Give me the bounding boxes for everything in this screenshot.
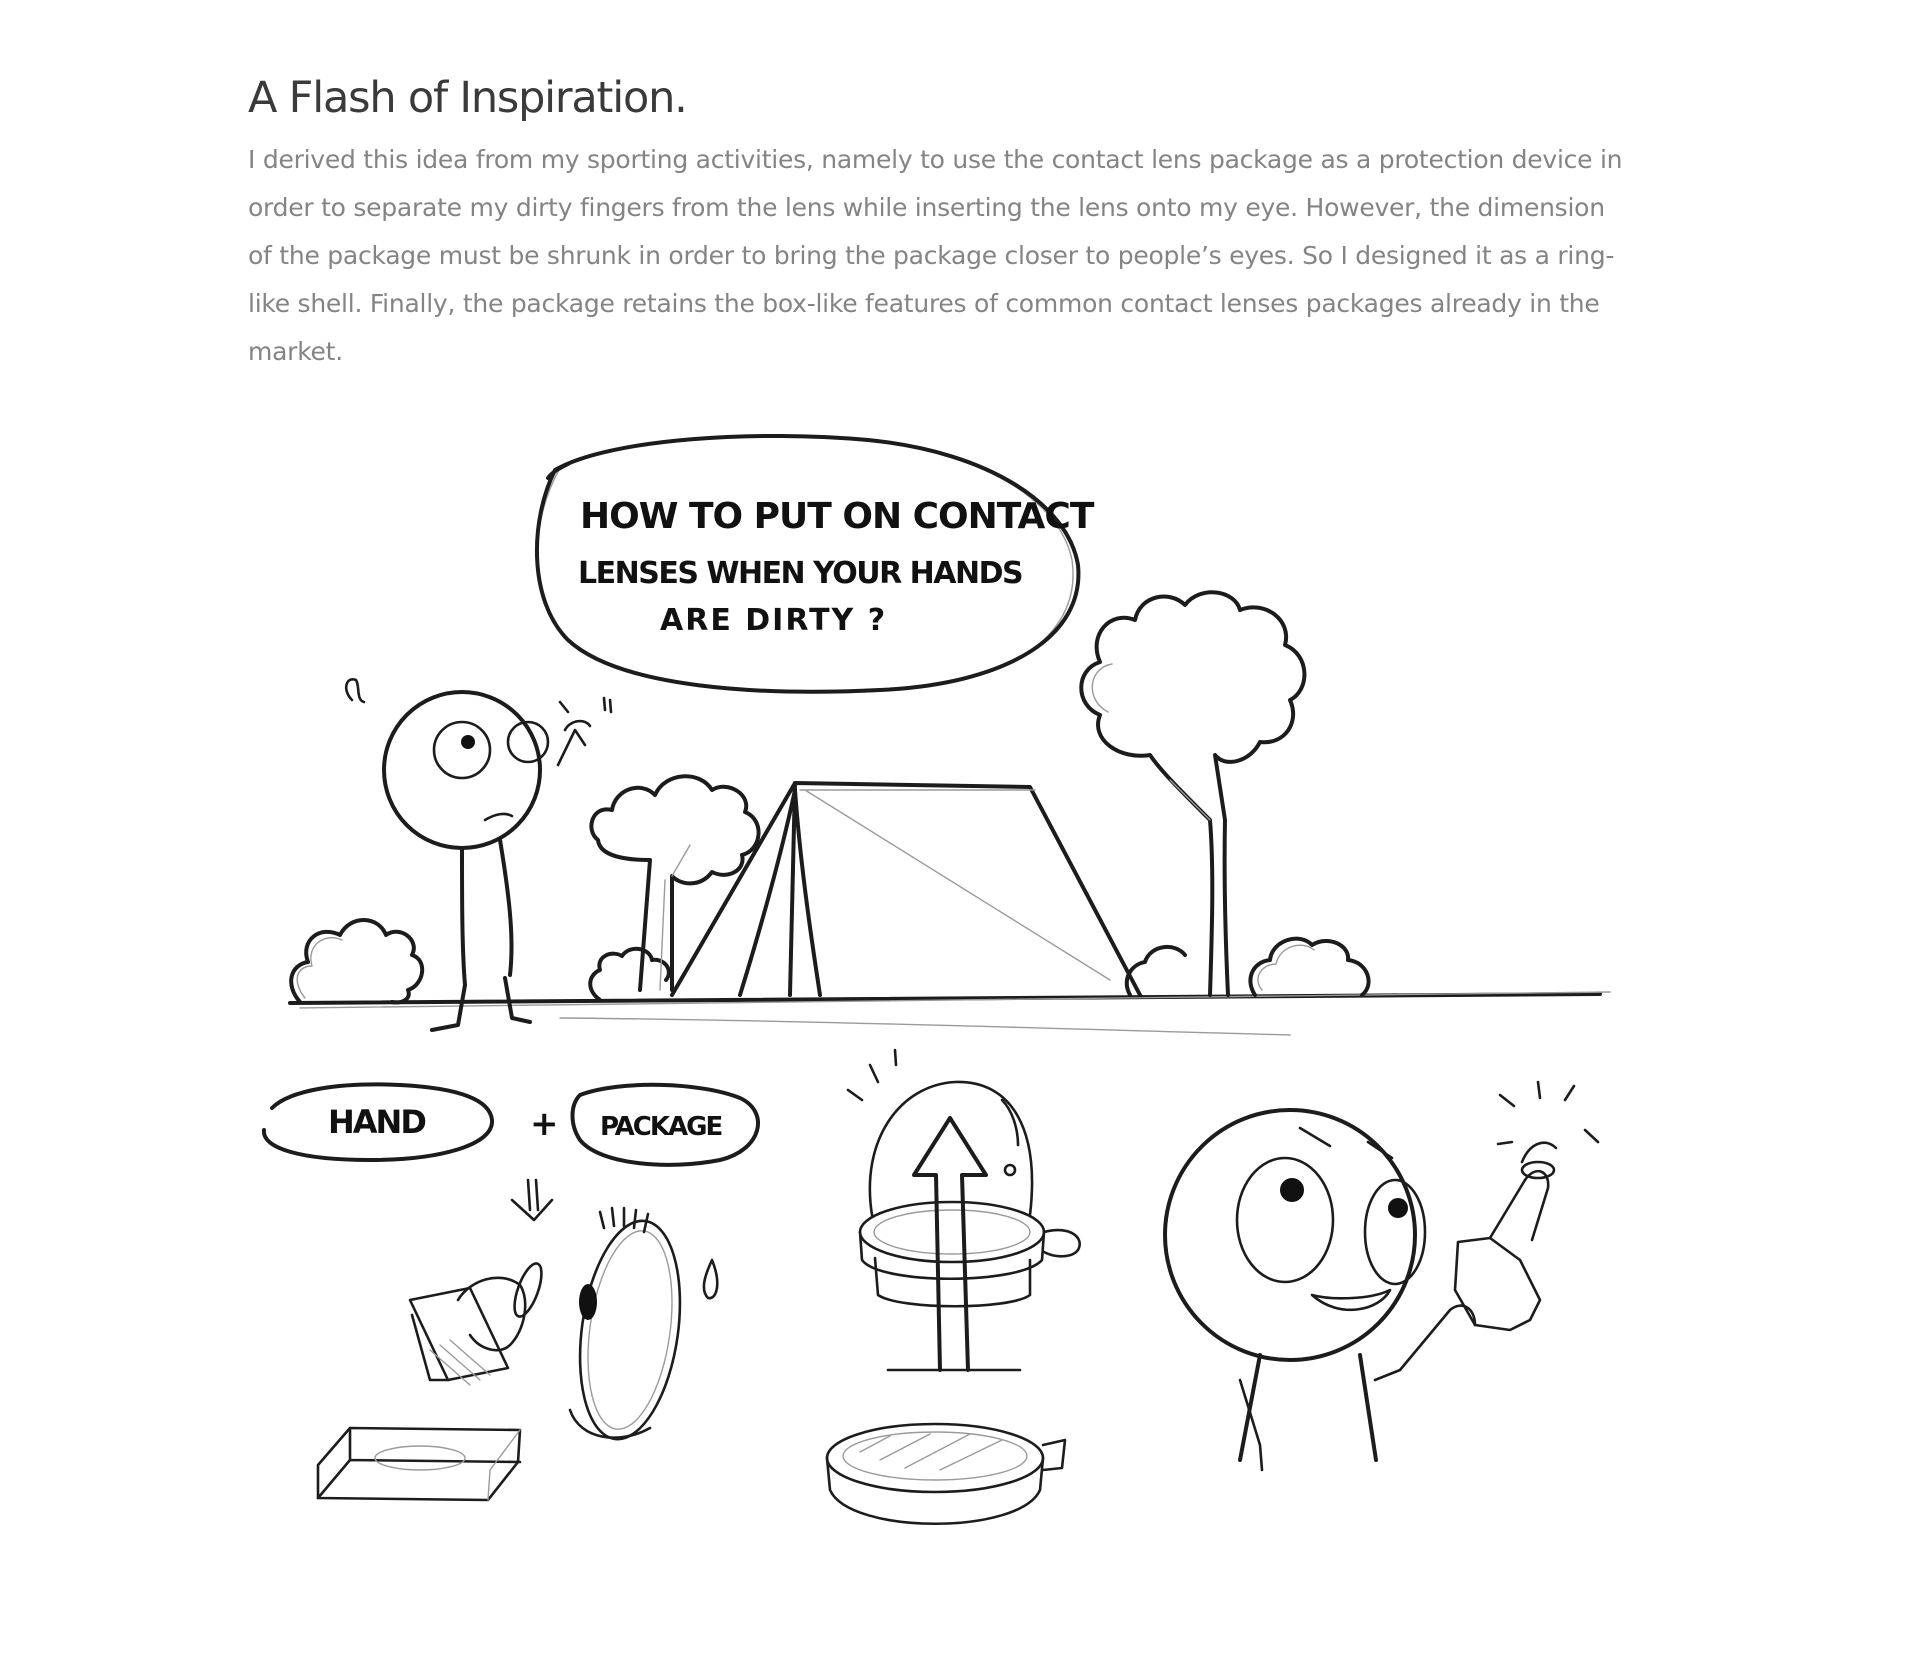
ground-line [290, 992, 1610, 1035]
equation-plus-sign: + [530, 1104, 559, 1144]
package-bubble [573, 1085, 759, 1165]
speech-bubble-line-2: LENSES WHEN YOUR HANDS [578, 556, 1023, 591]
eye-sketch [567, 1208, 717, 1446]
lens-box-sketch [318, 1428, 520, 1500]
article-body: I derived this idea from my sporting activities, namely to use the contact lens package as a protection device in order to separate my dirty fingers from the lens while inserting the lens onto my eye. However, the dimension of the package must be shrunk in order to bring the package closer to people’s eyes. So I designed it as a ring-like shell. Finally, the package retains the box-like features of common contact lenses packages already in the market. [248, 145, 1623, 366]
dome-package-sketch [848, 1050, 1080, 1370]
right-character [1165, 1082, 1598, 1470]
bush-right [1127, 939, 1369, 995]
speech-bubble-line-3: ARE DIRTY ? [660, 603, 888, 638]
speech-bubble-line-1: HOW TO PUT ON CONTACT [580, 496, 1094, 537]
tent [672, 783, 1140, 995]
equation-package-label: PACKAGE [600, 1112, 722, 1142]
article-title: A Flash of Inspiration. [248, 73, 687, 123]
equation-hand-label: HAND [328, 1103, 425, 1141]
bush-left [291, 920, 422, 1003]
small-tree [591, 776, 758, 990]
big-tree [1081, 592, 1304, 995]
down-arrow-icon [512, 1180, 552, 1220]
speech-bubble [537, 436, 1095, 693]
flat-package-sketch [827, 1424, 1065, 1524]
finger-package-sketch [410, 1260, 547, 1385]
bush-center [590, 949, 669, 1000]
left-character [346, 679, 611, 1030]
hand-bubble [264, 1084, 492, 1160]
